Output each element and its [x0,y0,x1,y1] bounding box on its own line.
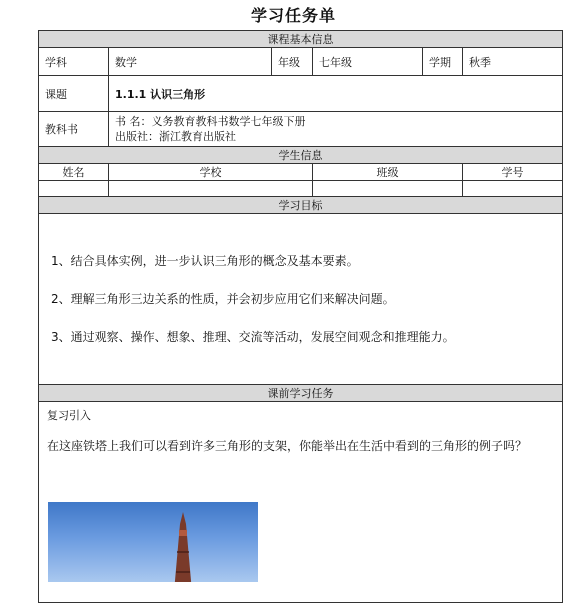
section-student-row [39,147,563,164]
section-pre-header: 课前学习任务 [39,385,563,402]
section-goals-row [39,197,563,214]
student-name-cell[interactable] [39,181,109,197]
textbook-info [109,112,563,147]
tower-icon [168,512,198,582]
section-basic-row [39,31,563,48]
task-sheet-table [38,30,563,603]
section-basic-header: 课程基本信息 [39,31,563,48]
book-name: 书 名：义务教育教科书数学七年级下册 [115,115,306,128]
textbook-label: 教科书 [39,112,109,147]
topic-row [39,76,563,112]
student-school-cell[interactable] [109,181,313,197]
goal-item-2: 2、理解三角形三边关系的性质，并会初步应用它们来解决问题。 [51,292,395,306]
term-value: 秋季 [463,48,563,76]
pre-task-subtitle: 复习引入 [47,409,91,422]
pre-task-row [39,402,563,603]
goal-item-3: 3、通过观察、操作、想象、推理、交流等活动，发展空间观念和推理能力。 [51,330,455,344]
book-publisher: 出版社：浙江教育出版社 [115,130,236,143]
tower-photo [48,502,258,582]
student-class-cell[interactable] [313,181,463,197]
pre-task-cell [39,402,563,603]
textbook-row [39,112,563,147]
subject-value: 数学 [109,48,272,76]
goal-item-1: 1、结合具体实例，进一步认识三角形的概念及基本要素。 [51,254,359,268]
grade-value: 七年级 [313,48,423,76]
student-id-cell[interactable] [463,181,563,197]
topic-label: 课题 [39,76,109,112]
subject-row [39,48,563,76]
section-goals-header: 学习目标 [39,197,563,214]
section-student-header: 学生信息 [39,147,563,164]
subject-label: 学科 [39,48,109,76]
goals-row [39,214,563,385]
section-pre-row [39,385,563,402]
grade-label: 年级 [272,48,313,76]
student-id-header: 学号 [463,164,563,181]
term-label: 学期 [423,48,463,76]
topic-value: 1.1.1 认识三角形 [109,76,563,112]
pre-task-question: 在这座铁塔上我们可以看到许多三角形的支架，你能举出在生活中看到的三角形的例子吗？ [47,439,528,453]
student-header-row [39,164,563,181]
student-school-header: 学校 [109,164,313,181]
student-name-header: 姓名 [39,164,109,181]
student-class-header: 班级 [313,164,463,181]
student-entry-row [39,181,563,197]
goals-cell [39,214,563,385]
document-title: 学习任务单 [250,6,336,25]
